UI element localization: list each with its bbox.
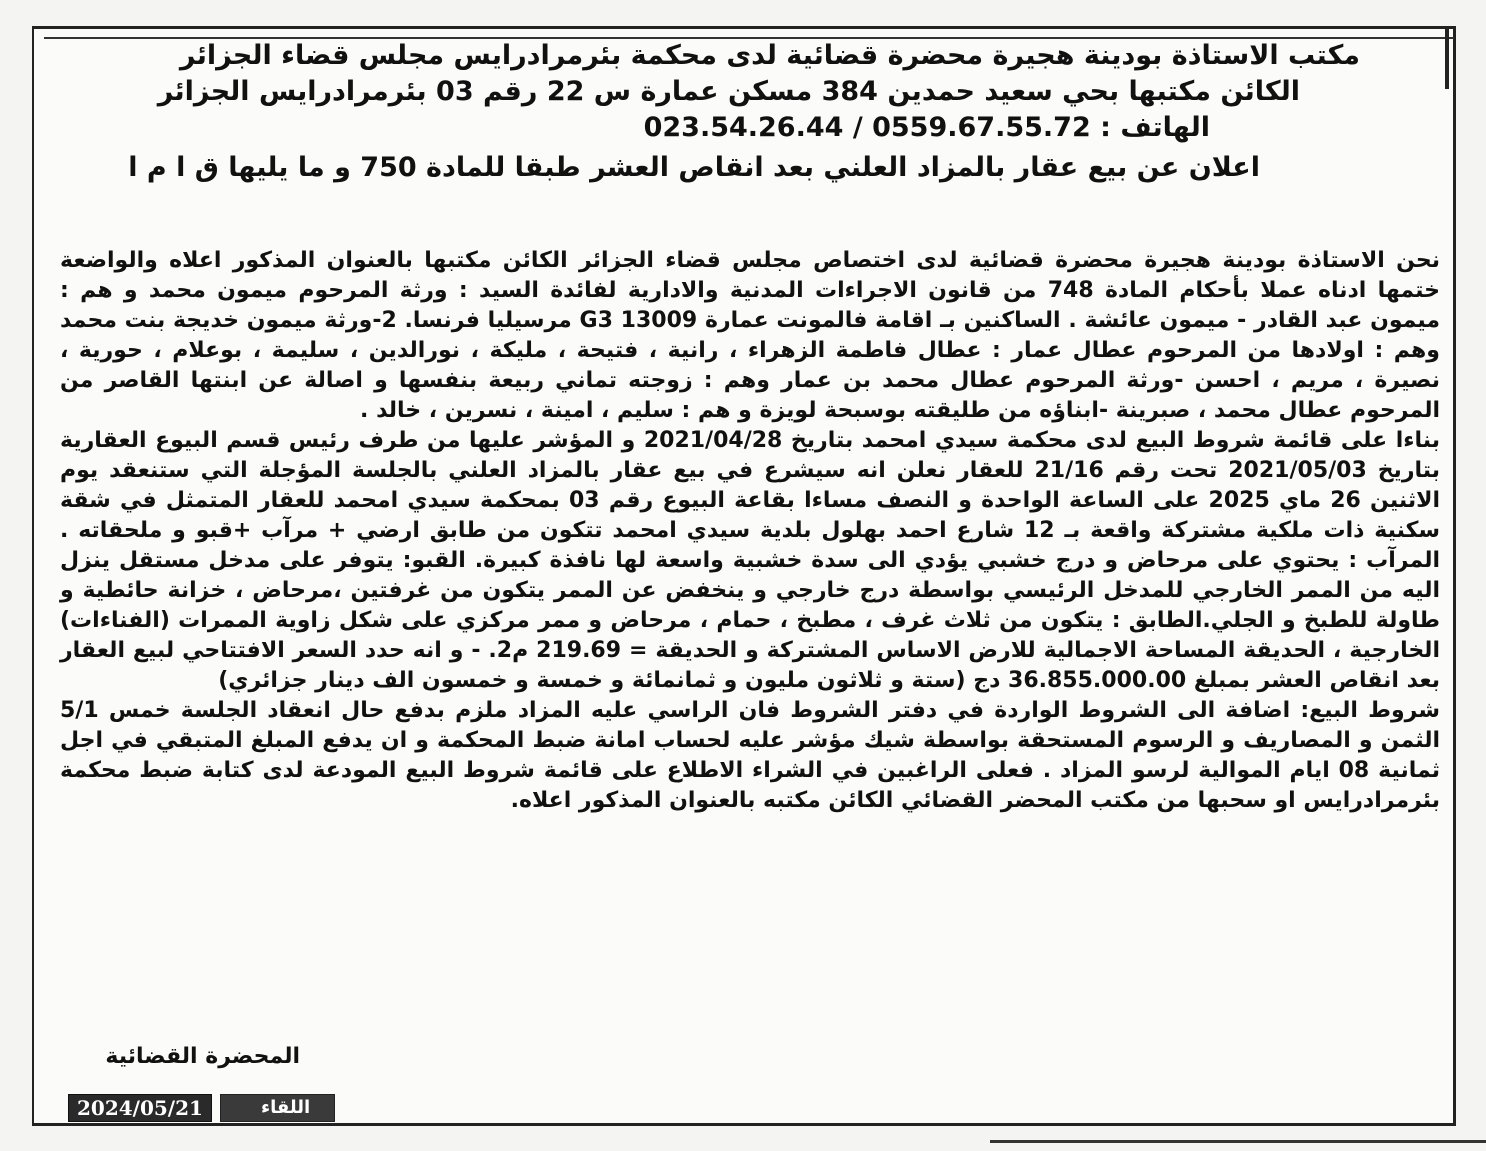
notice-title: اعلان عن بيع عقار بالمزاد العلني بعد انقاص العشر طبقا للمادة 750 و ما يليها ق ا م ا: [128, 152, 1260, 183]
office-phone: الهاتف : 0559.67.55.72 / 023.54.26.44: [643, 112, 1210, 143]
publication-name: اللقاء: [220, 1094, 335, 1122]
bottom-rule: [990, 1140, 1486, 1143]
sale-conditions-paragraph: شروط البيع: اضافة الى الشروط الواردة في دفتر الشروط فان الراسي عليه المزاد ملزم بدفع حال انعقاد الجلسة خمس 5/1 الثمن و المصاريف و الرسوم المستحقة بواسطة شيك مؤشر عليه لحساب امانة ضبط المحكمة و ان يدفع المبلغ المتبقي في اجل ثمانية 08 ايام الموالية لرسو المزاد . فعلى الراغبين في الشراء الاطلاع على قائمة شروط البيع المودعة لدى كتابة ضبط محكمة بئرمرادرايس او سحبها من مكتب المحضر القضائي الكائن مكتبه بالعنوان المذكور اعلاه.: [60, 698, 1440, 813]
office-name: مكتب الاستاذة بودينة هجيرة محضرة قضائية لدى محكمة بئرمرادرايس مجلس قضاء الجزائر: [179, 40, 1360, 71]
parties-paragraph: نحن الاستاذة بودينة هجيرة محضرة قضائية لدى اختصاص مجلس قضاء الجزائر الكائن مكتبها بالعنوان المذكور اعلاه والواضعة ختمها ادناه عملا بأحكام المادة 748 من قانون الاجراءات المدنية والادارية لفائدة السيد : ورثة المرحوم ميمون محمد و هم : ميمون عبد القادر - ميمون عائشة . الساكنين بـ اقامة فالمونت عمارة G3 13009 مرسيليا فرنسا. 2-ورثة ميمون خديجة بنت محمد وهم : اولادها من المرحوم عطال عمار : عطال فاطمة الزهراء ، رانية ، فتيحة ، مليكة ، نورالدين ، سليمة ، بوعلام ، حورية ، نصيرة ، مريم ، احسن -ورثة المرحوم عطال محمد بن عمار وهم : زوجته تماني ربيعة بنفسها و اصالة عن ابنتها القاصر من المرحوم عطال محمد ، صبرينة -ابناؤه من طليقته بوسبحة لويزة و هم : سليم ، امينة ، نسرين ، خالد .: [60, 248, 1441, 423]
publication-date: 2024/05/21: [68, 1094, 212, 1122]
notice-header: [60, 38, 1360, 186]
office-address: الكائن مكتبها بحي سعيد حمدين 384 مسكن عمارة س 22 رقم 03 بئرمرادرايس الجزائر: [157, 76, 1300, 107]
corner-rule: [1445, 29, 1449, 89]
signature: المحضرة القضائية: [105, 1044, 300, 1069]
publication-footer: [68, 1094, 335, 1122]
sale-details-paragraph: بناءا على قائمة شروط البيع لدى محكمة سيدي امحمد بتاريخ 2021/04/28 و المؤشر عليها من طرف رئيس قسم البيوع العقارية بتاريخ 2021/05/03 تحت رقم 21/16 للعقار نعلن انه سيشرع في بيع عقار بالمزاد العلني بالجلسة المؤجلة التي ستنعقد يوم الاثنين 26 ماي 2025 على الساعة الواحدة و النصف مساءا بقاعة البيوع رقم 03 بمحكمة سيدي امحمد للعقار المتمثل في شقة سكنية ذات ملكية مشتركة واقعة بـ 12 شارع احمد بهلول بلدية سيدي امحمد تتكون من طابق ارضي + مرآب +قبو و ملحقاته . المرآب : يحتوي على مرحاض و درج خشبي يؤدي الى سدة خشبية واسعة لها نافذة كبيرة. القبو: يتوفر على مدخل مستقل ينزل اليه من الممر الخارجي للمدخل الرئيسي بواسطة درج خارجي و ينخفض عن الممر يتكون من غرفتين ،مرحاض ، خزانة حائطية و طاولة للطبخ و الجلي.الطابق : يتكون من ثلاث غرف ، مطبخ ، حمام ، مرحاض و ممر مركزي على شكل زاوية الممرات (الفناءات) الخارجية ، الحديقة المساحة الاجمالية للارض الاساس المشتركة و الحديقة = 219.69 م2. - و انه حدد السعر الافتتاحي لبيع العقار بعد انقاص العشر بمبلغ 36.855.000.00 دج (ستة و ثلاثون مليون و ثمانمائة و خمسة و خمسون الف دينار جزائري): [60, 428, 1440, 693]
notice-body: [60, 246, 1440, 816]
